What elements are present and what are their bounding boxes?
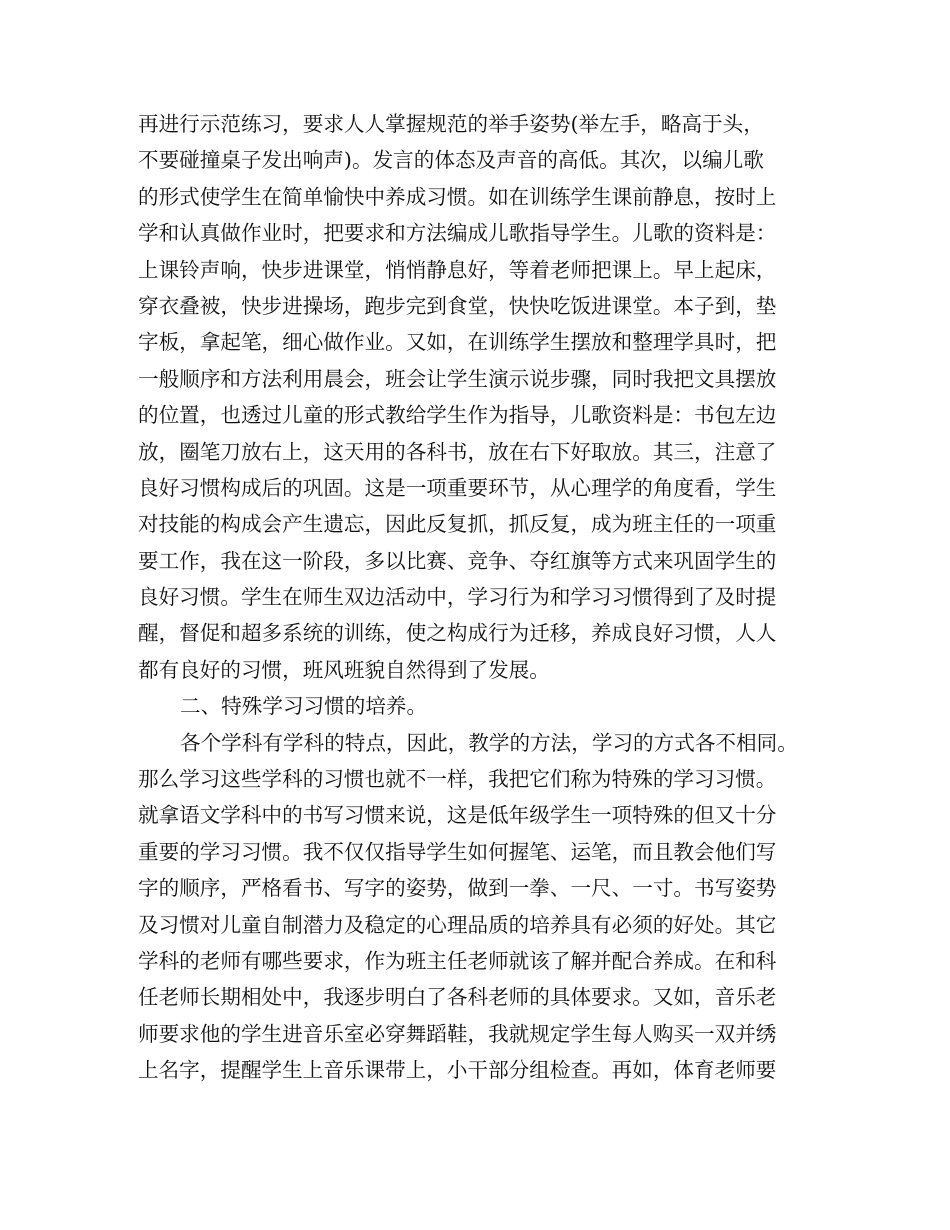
text-line: 师要求他的学生进音乐室必穿舞蹈鞋，我就规定学生每人购买一双并绣	[138, 1021, 777, 1046]
text-line: 良好习惯。学生在师生双边活动中，学习行为和学习习惯得到了及时提	[138, 585, 777, 610]
text-line: 那么学习这些学科的习惯也就不一样，我把它们称为特殊的学习习惯。	[138, 767, 777, 792]
text-line: 上名字，提醒学生上音乐课带上，小干部分组检查。再如，体育老师要	[138, 1058, 777, 1083]
text-line: 穿衣叠被，快步进操场，跑步完到食堂，快快吃饭进课堂。本子到，垫	[138, 293, 777, 318]
text-line: 放，圈笔刀放右上，这天用的各科书，放在右下好取放。其三，注意了	[138, 439, 777, 464]
text-line: 的形式使学生在简单愉快中养成习惯。如在训练学生课前静息，按时上	[138, 184, 777, 209]
text-line: 学科的老师有哪些要求，作为班主任老师就该了解并配合养成。在和科	[138, 948, 777, 973]
text-line: 的位置，也透过儿童的形式教给学生作为指导，儿歌资料是：书包左边	[138, 403, 777, 428]
body-text	[138, 106, 828, 1089]
text-line: 及习惯对儿童自制潜力及稳定的心理品质的培养具有必须的好处。其它	[138, 912, 777, 937]
text-line: 就拿语文学科中的书写习惯来说，这是低年级学生一项特殊的但又十分	[138, 803, 777, 828]
text-line: 不要碰撞桌子发出响声)。发言的体态及声音的高低。其次，以编儿歌	[138, 148, 764, 173]
text-line: 字的顺序，严格看书、写字的姿势，做到一拳、一尺、一寸。书写姿势	[138, 876, 777, 901]
text-line: 再进行示范练习，要求人人掌握规范的举手姿势(举左手，略高于头，	[138, 112, 764, 136]
paragraph-first-line: 各个学科有学科的特点，因此，教学的方法，学习的方式各不相同。	[180, 730, 798, 755]
text-line: 字板，拿起笔，细心做作业。又如，在训练学生摆放和整理学具时，把	[138, 330, 777, 355]
text-line: 醒，督促和超多系统的训练，使之构成行为迁移，养成良好习惯，人人	[138, 621, 777, 646]
text-line: 一般顺序和方法利用晨会，班会让学生演示说步骤，同时我把文具摆放	[138, 366, 777, 391]
text-line: 良好习惯构成后的巩固。这是一项重要环节，从心理学的角度看，学生	[138, 475, 777, 500]
text-line: 学和认真做作业时，把要求和方法编成儿歌指导学生。儿歌的资料是：	[138, 221, 777, 246]
text-line: 都有良好的习惯，班风班貌自然得到了发展。	[138, 657, 550, 682]
text-line: 要工作，我在这一阶段，多以比赛、竞争、夺红旗等方式来巩固学生的	[138, 548, 777, 573]
section-heading: 二、特殊学习习惯的培养。	[180, 694, 428, 719]
text-line: 上课铃声响，快步进课堂，悄悄静息好，等着老师把课上。早上起床，	[138, 257, 777, 282]
text-line: 对技能的构成会产生遗忘，因此反复抓，抓反复，成为班主任的一项重	[138, 512, 777, 537]
text-line: 任老师长期相处中，我逐步明白了各科老师的具体要求。又如，音乐老	[138, 985, 777, 1010]
text-line: 重要的学习习惯。我不仅仅指导学生如何握笔、运笔，而且教会他们写	[138, 839, 777, 864]
